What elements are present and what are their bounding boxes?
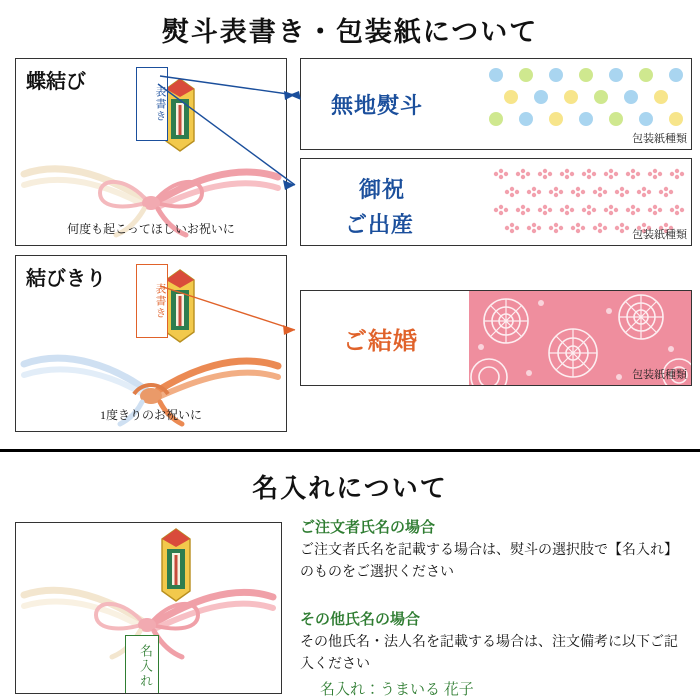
noshi-card-caption: 何度も起こってほしいお祝いに [67, 222, 235, 236]
right-box-label-goshussan: ご出産 [345, 212, 415, 237]
noshi-card-label: 結びきり [26, 268, 106, 290]
right-box-label-oiwai: 御祝 [359, 177, 406, 202]
right-box-gokekkon [300, 290, 692, 386]
page-title-noshi: 熨斗表書き・包装紙について [161, 17, 539, 47]
right-box-oiwai-goshussan [300, 158, 692, 246]
right-box-label: ご結婚 [343, 329, 418, 355]
naire-sample-card [15, 522, 282, 694]
wrapping-paper-note: 包装紙種類 [632, 229, 687, 241]
noshi-card-caption: 1度きりのお祝いに [99, 408, 202, 422]
wrapping-paper-note: 包装紙種類 [632, 133, 687, 145]
omotegaki-box: 表書き [136, 67, 168, 141]
naire-sample-text: 名入れ：うまいる 花子 [320, 682, 474, 698]
wrapping-paper-note: 包装紙種類 [632, 369, 687, 381]
naire-body-orderer: ご注文者氏名を記載する場合は、熨斗の選択肢で【名入れ】のものをご選択ください [300, 543, 678, 580]
section-divider [0, 449, 700, 452]
page-title-naire: 名入れについて [252, 474, 448, 503]
right-box-label: 無地熨斗 [331, 93, 424, 118]
naire-body-other: その他氏名・法人名を記載する場合は、注文備考に以下ご記入ください [300, 635, 678, 672]
naire-heading-orderer: ご注文者氏名の場合 [300, 520, 436, 536]
right-box-muji-noshi [300, 58, 692, 150]
omotegaki-box: 表書き [136, 264, 168, 338]
naire-heading-other: その他氏名の場合 [300, 612, 421, 628]
naire-name-box: 名入れ [125, 635, 159, 694]
noshi-card-musubikiri [15, 255, 287, 432]
noshi-card-chomusubi [15, 58, 287, 246]
noshi-card-label: 蝶結び [26, 71, 86, 93]
